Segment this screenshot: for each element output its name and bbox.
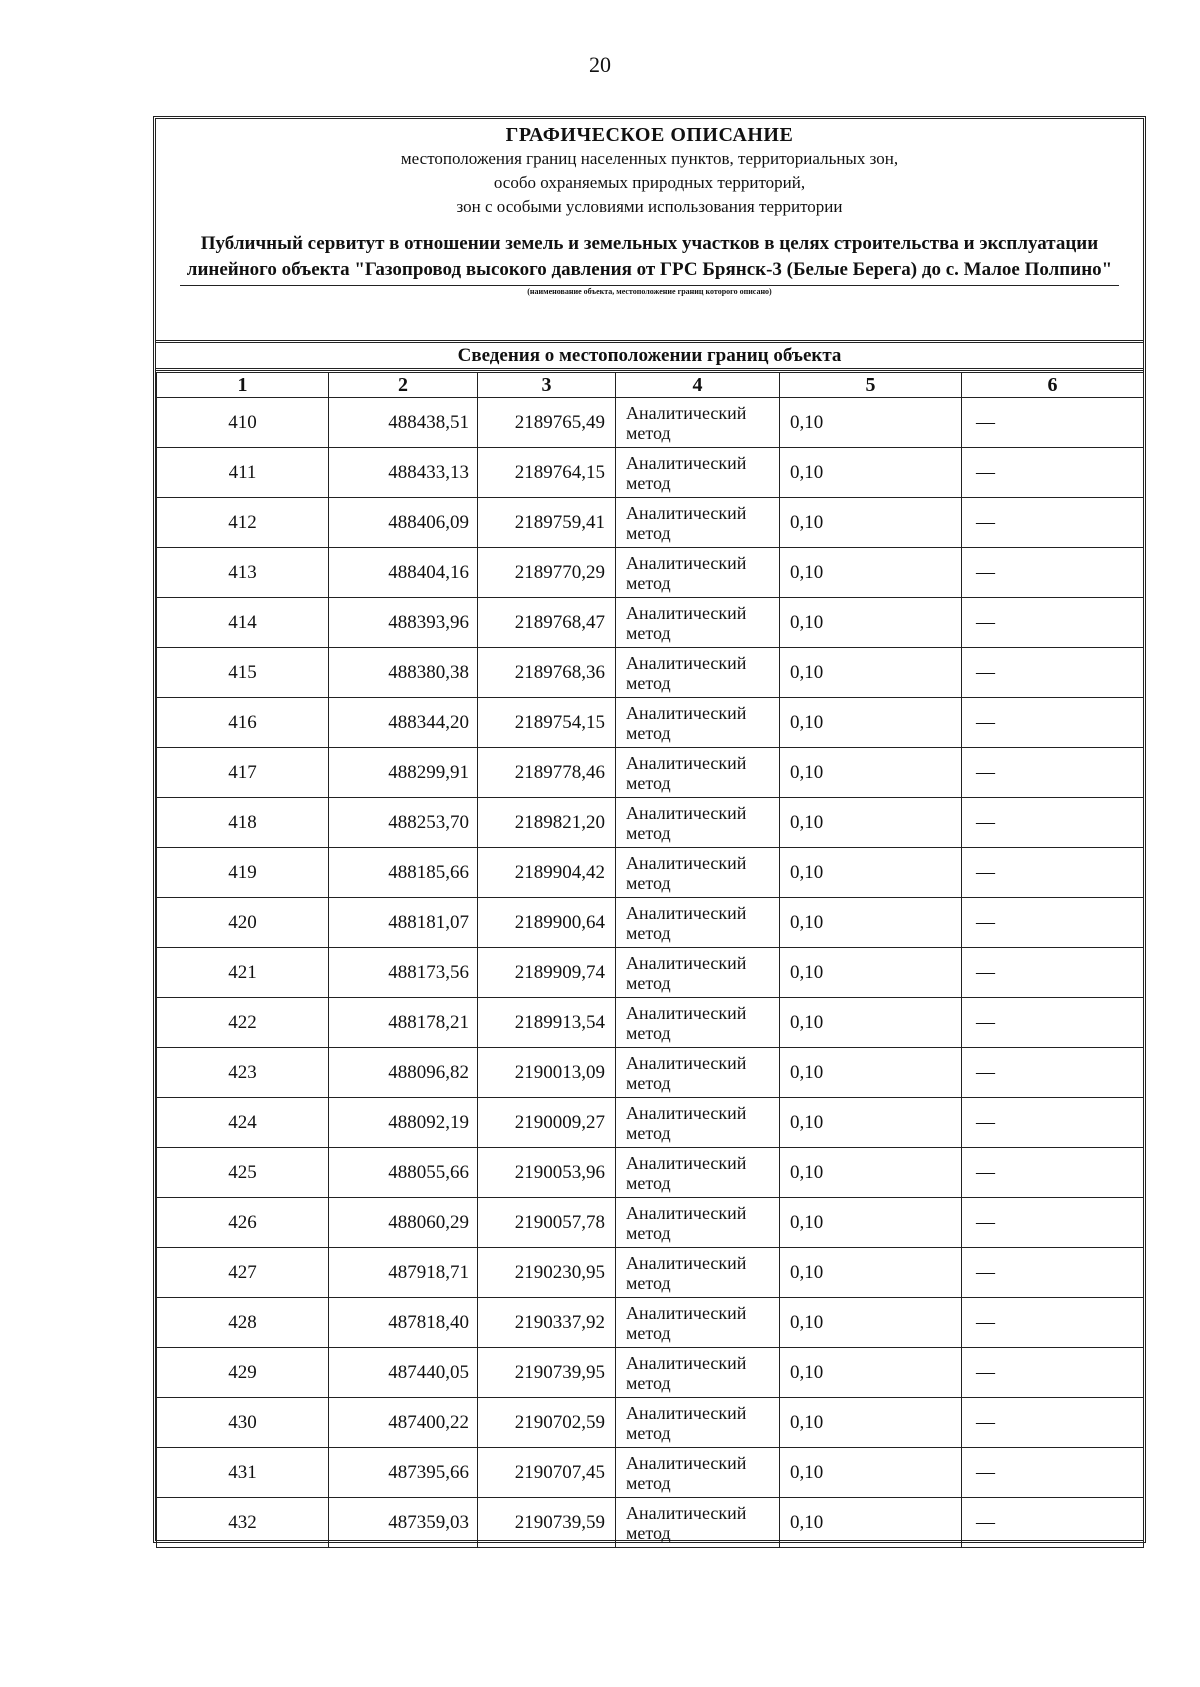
x-coordinate-cell: 488406,09 bbox=[329, 498, 478, 548]
precision-cell: 0,10 bbox=[780, 648, 962, 698]
y-coordinate-cell: 2190707,45 bbox=[478, 1448, 616, 1498]
table-row bbox=[157, 1098, 1144, 1148]
table-row bbox=[157, 1298, 1144, 1348]
x-coordinate-cell: 488178,21 bbox=[329, 998, 478, 1048]
point-number-cell: 411 bbox=[157, 448, 329, 498]
description-cell: — bbox=[962, 1198, 1144, 1248]
point-number-cell: 431 bbox=[157, 1448, 329, 1498]
method-cell: Аналитический метод bbox=[616, 1348, 780, 1398]
precision-cell: 0,10 bbox=[780, 698, 962, 748]
x-coordinate-cell: 488433,13 bbox=[329, 448, 478, 498]
document-header bbox=[156, 119, 1143, 365]
column-header: 4 bbox=[616, 373, 780, 398]
point-number-cell: 416 bbox=[157, 698, 329, 748]
point-number-cell: 422 bbox=[157, 998, 329, 1048]
description-cell: — bbox=[962, 1348, 1144, 1398]
table-row bbox=[157, 648, 1144, 698]
point-number-cell: 412 bbox=[157, 498, 329, 548]
table-row bbox=[157, 1198, 1144, 1248]
table-row bbox=[157, 1148, 1144, 1198]
point-number-cell: 421 bbox=[157, 948, 329, 998]
x-coordinate-cell: 488055,66 bbox=[329, 1148, 478, 1198]
method-cell: Аналитический метод bbox=[616, 1048, 780, 1098]
x-coordinate-cell: 488096,82 bbox=[329, 1048, 478, 1098]
precision-cell: 0,10 bbox=[780, 1498, 962, 1548]
y-coordinate-cell: 2189821,20 bbox=[478, 798, 616, 848]
method-cell: Аналитический метод bbox=[616, 548, 780, 598]
subtitle-line: зон с особыми условиями использования территории bbox=[456, 197, 843, 216]
precision-cell: 0,10 bbox=[780, 598, 962, 648]
precision-cell: 0,10 bbox=[780, 398, 962, 448]
table-row bbox=[157, 398, 1144, 448]
y-coordinate-cell: 2190009,27 bbox=[478, 1098, 616, 1148]
precision-cell: 0,10 bbox=[780, 1448, 962, 1498]
point-number-cell: 424 bbox=[157, 1098, 329, 1148]
method-cell: Аналитический метод bbox=[616, 1098, 780, 1148]
table-row bbox=[157, 1448, 1144, 1498]
description-cell: — bbox=[962, 1448, 1144, 1498]
method-cell: Аналитический метод bbox=[616, 648, 780, 698]
point-number-cell: 413 bbox=[157, 548, 329, 598]
precision-cell: 0,10 bbox=[780, 848, 962, 898]
description-cell: — bbox=[962, 798, 1144, 848]
y-coordinate-cell: 2189904,42 bbox=[478, 848, 616, 898]
x-coordinate-cell: 488299,91 bbox=[329, 748, 478, 798]
x-coordinate-cell: 487818,40 bbox=[329, 1298, 478, 1348]
precision-cell: 0,10 bbox=[780, 448, 962, 498]
precision-cell: 0,10 bbox=[780, 748, 962, 798]
point-number-cell: 419 bbox=[157, 848, 329, 898]
column-header: 6 bbox=[962, 373, 1144, 398]
precision-cell: 0,10 bbox=[780, 798, 962, 848]
y-coordinate-cell: 2190057,78 bbox=[478, 1198, 616, 1248]
description-cell: — bbox=[962, 1498, 1144, 1548]
y-coordinate-cell: 2189764,15 bbox=[478, 448, 616, 498]
document-title: ГРАФИЧЕСКОЕ ОПИСАНИЕ bbox=[505, 124, 794, 146]
method-cell: Аналитический метод bbox=[616, 998, 780, 1048]
y-coordinate-cell: 2189754,15 bbox=[478, 698, 616, 748]
point-number-cell: 423 bbox=[157, 1048, 329, 1098]
document-frame bbox=[153, 116, 1146, 1543]
point-number-cell: 414 bbox=[157, 598, 329, 648]
y-coordinate-cell: 2189759,41 bbox=[478, 498, 616, 548]
precision-cell: 0,10 bbox=[780, 1148, 962, 1198]
y-coordinate-cell: 2189765,49 bbox=[478, 398, 616, 448]
table-row bbox=[157, 1048, 1144, 1098]
table-row bbox=[157, 698, 1144, 748]
method-cell: Аналитический метод bbox=[616, 698, 780, 748]
x-coordinate-cell: 487400,22 bbox=[329, 1398, 478, 1448]
method-cell: Аналитический метод bbox=[616, 1148, 780, 1198]
point-number-cell: 428 bbox=[157, 1298, 329, 1348]
precision-cell: 0,10 bbox=[780, 898, 962, 948]
point-number-cell: 432 bbox=[157, 1498, 329, 1548]
precision-cell: 0,10 bbox=[780, 1198, 962, 1248]
table-row bbox=[157, 498, 1144, 548]
point-number-cell: 426 bbox=[157, 1198, 329, 1248]
table-row bbox=[157, 898, 1144, 948]
x-coordinate-cell: 488393,96 bbox=[329, 598, 478, 648]
description-cell: — bbox=[962, 1048, 1144, 1098]
description-cell: — bbox=[962, 548, 1144, 598]
x-coordinate-cell: 488173,56 bbox=[329, 948, 478, 998]
precision-cell: 0,10 bbox=[780, 948, 962, 998]
method-cell: Аналитический метод bbox=[616, 448, 780, 498]
x-coordinate-cell: 487359,03 bbox=[329, 1498, 478, 1548]
subtitle-line: особо охраняемых природных территорий, bbox=[493, 173, 806, 192]
method-cell: Аналитический метод bbox=[616, 848, 780, 898]
method-cell: Аналитический метод bbox=[616, 748, 780, 798]
point-number-cell: 417 bbox=[157, 748, 329, 798]
x-coordinate-cell: 487395,66 bbox=[329, 1448, 478, 1498]
table-header-row bbox=[157, 373, 1144, 398]
object-name: Публичный сервитут в отношении земель и земельных участков в целях строительства и эксплуатации линейного объекта "Газопровод высокого давления от ГРС Брянск-3 (Белые Берега) до с. Малое Полпино" bbox=[186, 233, 1113, 280]
method-cell: Аналитический метод bbox=[616, 1298, 780, 1348]
table-row bbox=[157, 798, 1144, 848]
description-cell: — bbox=[962, 598, 1144, 648]
x-coordinate-cell: 488380,38 bbox=[329, 648, 478, 698]
object-caption: (наименование объекта, местоположение границ которого описано) bbox=[527, 287, 772, 296]
description-cell: — bbox=[962, 398, 1144, 448]
y-coordinate-cell: 2190230,95 bbox=[478, 1248, 616, 1298]
y-coordinate-cell: 2189768,47 bbox=[478, 598, 616, 648]
table-row bbox=[157, 1498, 1144, 1548]
x-coordinate-cell: 488185,66 bbox=[329, 848, 478, 898]
table-row bbox=[157, 1248, 1144, 1298]
precision-cell: 0,10 bbox=[780, 1098, 962, 1148]
description-cell: — bbox=[962, 1248, 1144, 1298]
description-cell: — bbox=[962, 648, 1144, 698]
point-number-cell: 418 bbox=[157, 798, 329, 848]
precision-cell: 0,10 bbox=[780, 1298, 962, 1348]
y-coordinate-cell: 2189778,46 bbox=[478, 748, 616, 798]
table-row bbox=[157, 448, 1144, 498]
column-header: 1 bbox=[157, 373, 329, 398]
point-number-cell: 415 bbox=[157, 648, 329, 698]
precision-cell: 0,10 bbox=[780, 1348, 962, 1398]
coordinates-table bbox=[156, 372, 1144, 1548]
method-cell: Аналитический метод bbox=[616, 1398, 780, 1448]
point-number-cell: 410 bbox=[157, 398, 329, 448]
precision-cell: 0,10 bbox=[780, 1048, 962, 1098]
y-coordinate-cell: 2189770,29 bbox=[478, 548, 616, 598]
precision-cell: 0,10 bbox=[780, 548, 962, 598]
object-name-underline bbox=[180, 285, 1119, 286]
description-cell: — bbox=[962, 448, 1144, 498]
page-number: 20 bbox=[589, 52, 611, 77]
precision-cell: 0,10 bbox=[780, 1248, 962, 1298]
description-cell: — bbox=[962, 1398, 1144, 1448]
y-coordinate-cell: 2190053,96 bbox=[478, 1148, 616, 1198]
point-number-cell: 427 bbox=[157, 1248, 329, 1298]
y-coordinate-cell: 2189768,36 bbox=[478, 648, 616, 698]
method-cell: Аналитический метод bbox=[616, 498, 780, 548]
method-cell: Аналитический метод bbox=[616, 798, 780, 848]
method-cell: Аналитический метод bbox=[616, 1498, 780, 1548]
x-coordinate-cell: 487440,05 bbox=[329, 1348, 478, 1398]
x-coordinate-cell: 488253,70 bbox=[329, 798, 478, 848]
point-number-cell: 425 bbox=[157, 1148, 329, 1198]
description-cell: — bbox=[962, 998, 1144, 1048]
x-coordinate-cell: 488092,19 bbox=[329, 1098, 478, 1148]
table-row bbox=[157, 1348, 1144, 1398]
y-coordinate-cell: 2190013,09 bbox=[478, 1048, 616, 1098]
method-cell: Аналитический метод bbox=[616, 1248, 780, 1298]
precision-cell: 0,10 bbox=[780, 498, 962, 548]
subtitle-line: местоположения границ населенных пунктов, территориальных зон, bbox=[400, 149, 899, 168]
point-number-cell: 430 bbox=[157, 1398, 329, 1448]
point-number-cell: 420 bbox=[157, 898, 329, 948]
x-coordinate-cell: 488060,29 bbox=[329, 1198, 478, 1248]
x-coordinate-cell: 487918,71 bbox=[329, 1248, 478, 1298]
table-row bbox=[157, 948, 1144, 998]
y-coordinate-cell: 2189909,74 bbox=[478, 948, 616, 998]
table-row bbox=[157, 848, 1144, 898]
y-coordinate-cell: 2190337,92 bbox=[478, 1298, 616, 1348]
method-cell: Аналитический метод bbox=[616, 1198, 780, 1248]
precision-cell: 0,10 bbox=[780, 998, 962, 1048]
y-coordinate-cell: 2189900,64 bbox=[478, 898, 616, 948]
table-row bbox=[157, 748, 1144, 798]
description-cell: — bbox=[962, 948, 1144, 998]
table-row bbox=[157, 548, 1144, 598]
method-cell: Аналитический метод bbox=[616, 948, 780, 998]
method-cell: Аналитический метод bbox=[616, 1448, 780, 1498]
column-header: 3 bbox=[478, 373, 616, 398]
description-cell: — bbox=[962, 848, 1144, 898]
table-row bbox=[157, 1398, 1144, 1448]
method-cell: Аналитический метод bbox=[616, 898, 780, 948]
column-header: 2 bbox=[329, 373, 478, 398]
x-coordinate-cell: 488438,51 bbox=[329, 398, 478, 448]
column-header: 5 bbox=[780, 373, 962, 398]
description-cell: — bbox=[962, 1098, 1144, 1148]
precision-cell: 0,10 bbox=[780, 1398, 962, 1448]
method-cell: Аналитический метод bbox=[616, 398, 780, 448]
method-cell: Аналитический метод bbox=[616, 598, 780, 648]
y-coordinate-cell: 2189913,54 bbox=[478, 998, 616, 1048]
x-coordinate-cell: 488404,16 bbox=[329, 548, 478, 598]
description-cell: — bbox=[962, 898, 1144, 948]
x-coordinate-cell: 488344,20 bbox=[329, 698, 478, 748]
section-title: Сведения о местоположении границ объекта bbox=[156, 340, 1143, 371]
y-coordinate-cell: 2190702,59 bbox=[478, 1398, 616, 1448]
point-number-cell: 429 bbox=[157, 1348, 329, 1398]
description-cell: — bbox=[962, 498, 1144, 548]
description-cell: — bbox=[962, 1298, 1144, 1348]
description-cell: — bbox=[962, 1148, 1144, 1198]
table-row bbox=[157, 998, 1144, 1048]
table-row bbox=[157, 598, 1144, 648]
description-cell: — bbox=[962, 748, 1144, 798]
y-coordinate-cell: 2190739,95 bbox=[478, 1348, 616, 1398]
x-coordinate-cell: 488181,07 bbox=[329, 898, 478, 948]
y-coordinate-cell: 2190739,59 bbox=[478, 1498, 616, 1548]
description-cell: — bbox=[962, 698, 1144, 748]
